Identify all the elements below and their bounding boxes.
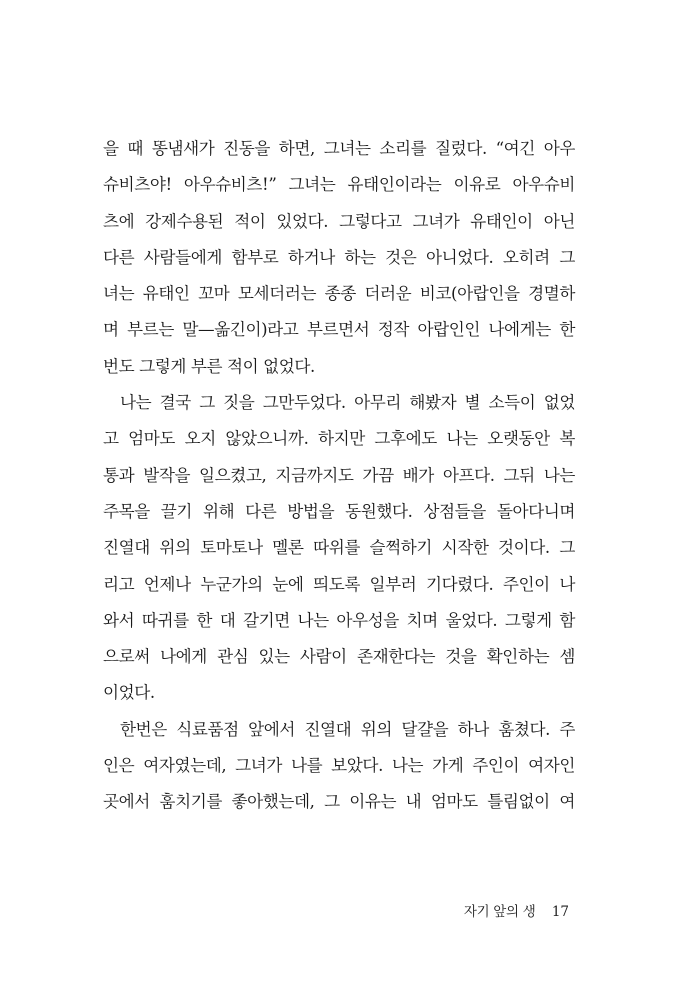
page-footer — [464, 900, 569, 920]
text-line: 을 때 똥냄새가 진동을 하면, 그녀는 소리를 질렀다. “여긴 아우 — [103, 139, 575, 158]
text-line: 주목을 끌기 위해 다른 방법을 동원했다. 상점들을 돌아다니며 — [103, 501, 575, 521]
text-line: 와서 따귀를 한 대 갈기면 나는 아우성을 치며 울었다. 그렇게 함 — [103, 610, 576, 630]
running-title: 자기 앞의 생 — [463, 904, 536, 920]
text-line: 인은 여자였는데, 그녀가 나를 보았다. 나는 가게 주인이 여자인 — [103, 756, 575, 776]
text-line: 곳에서 훔치기를 좋아했는데, 그 이유는 내 엄마도 틀림없이 여 — [103, 792, 575, 812]
text-line: 통과 발작을 일으켰고, 지금까지도 가끔 배가 아프다. 그뒤 나는 — [103, 465, 575, 485]
text-line: 녀는 유태인 꼬마 모세더러는 종종 더러운 비코(아랍인을 경멸하 — [103, 284, 575, 304]
text-line: 며 부르는 말—옮긴이)라고 부르면서 정작 아랍인인 나에게는 한 — [103, 320, 575, 340]
text-line: 고 엄마도 오지 않았으니까. 하지만 그후에도 나는 오랫동안 복 — [103, 429, 575, 449]
text-line: 나는 결국 그 짓을 그만두었다. 아무리 해봤자 별 소득이 없었 — [120, 393, 575, 413]
text-line: 으로써 나에게 관심 있는 사람이 존재한다는 것을 확인하는 셈 — [103, 647, 575, 667]
page-number: 17 — [551, 904, 569, 920]
text-line: 번도 그렇게 부른 적이 없었다. — [103, 356, 315, 376]
text-line: 츠에 강제수용된 적이 있었다. 그렇다고 그녀가 유태인이 아닌 — [103, 211, 575, 231]
text-line: 이었다. — [103, 683, 155, 703]
text-line: 다른 사람들에게 함부로 하거나 하는 것은 아니었다. 오히려 그 — [103, 247, 575, 267]
text-line: 진열대 위의 토마토나 멜론 따위를 슬쩍하기 시작한 것이다. 그 — [103, 538, 575, 558]
text-line: 리고 언제나 누군가의 눈에 띄도록 일부러 기다렸다. 주인이 나 — [103, 574, 575, 594]
body-text — [103, 131, 575, 821]
text-line: 슈비츠야! 아우슈비츠!” 그녀는 유태인이라는 이유로 아우슈비 — [103, 175, 575, 195]
text-line: 한번은 식료품점 앞에서 진열대 위의 달걀을 하나 훔쳤다. 주 — [120, 719, 575, 739]
